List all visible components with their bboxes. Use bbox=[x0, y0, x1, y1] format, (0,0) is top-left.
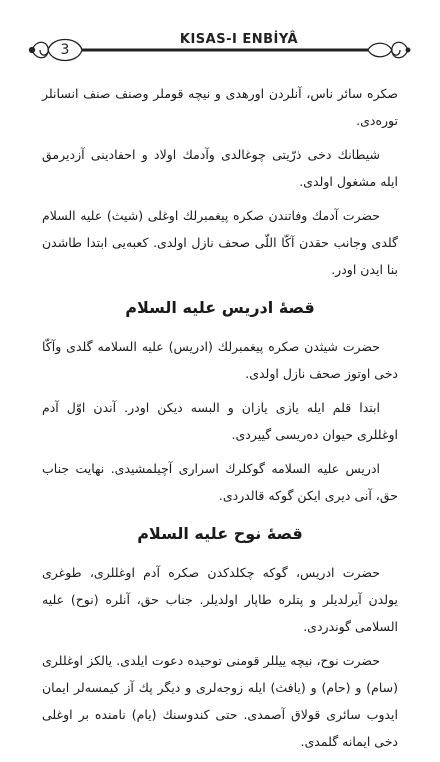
paragraph: ابتدا قلم ایله یازی یازان و البسه دیکن اودر. آندن اوّل آدم اوغللری حیوان دەریسی گییردی. bbox=[42, 400, 398, 442]
section-heading-nuh: قصهٔ نوح علیه السلام bbox=[137, 524, 303, 543]
paragraph: حضرت شیثدن صکره پیغمبرلك (ادریس) علیه السلامه گلدی وآکّا دخی اوتوز صحف نازل اولدی. bbox=[42, 339, 398, 381]
page-header bbox=[26, 30, 414, 70]
paragraph: ادریس علیه السلامه گوکلرك اسراری آچیلمشیدی. نهایت جناب حق، آنی دیری ایکن گوکه قالدردی. bbox=[42, 461, 398, 503]
paragraph: حضرت نوح، نیچه ییللر قومنی توحیده دعوت ایلدی. یالکز اوغللری (سام) و (حام) و (یافث) ایله زوجه‌لری و دیگر پك آز کیمسه‌لر ایمان ایدوب سائری قولاق آصمدی. حتی کندوسنك (یام) نامنده بر اوغلی دخی ایمانه گلمدی. bbox=[42, 653, 398, 749]
paragraph: صکره سائر ناس، آنلردن اورهدی و نیچه قوملر وصنف صنف انسانلر توره‌دی. bbox=[42, 86, 398, 128]
paragraph: حضرت آدمك وفاتندن صکره پیغمبرلك اوغلی (شیث) علیه السلام گلدی وجانب حقدن آکّا اللّی صحف نازل اولدی. کعبه‌یی ابتدا طاشدن بنا ایدن اودر. bbox=[42, 208, 398, 277]
book-title: KISAS-I ENBİYÂ bbox=[179, 32, 299, 47]
section-heading-idris: قصهٔ ادریس علیه السلام bbox=[125, 298, 315, 317]
paragraph: حضرت ادریس، گوکه چکلدکدن صکره آدم اوغللری، طوغری یولدن آیرلدیلر و پتلره طاپار اولدیلر. جناب حق، آنلره (نوح) علیه السلامی گوندردی. bbox=[42, 565, 398, 634]
page-number: 3 bbox=[60, 42, 70, 58]
paragraph: شیطانك دخی ذرّیتی چوغالدی وآدمك اولاد و احفادینی آزدیرمق ایله مشغول اولدی. bbox=[42, 147, 398, 189]
page-body bbox=[42, 80, 398, 762]
